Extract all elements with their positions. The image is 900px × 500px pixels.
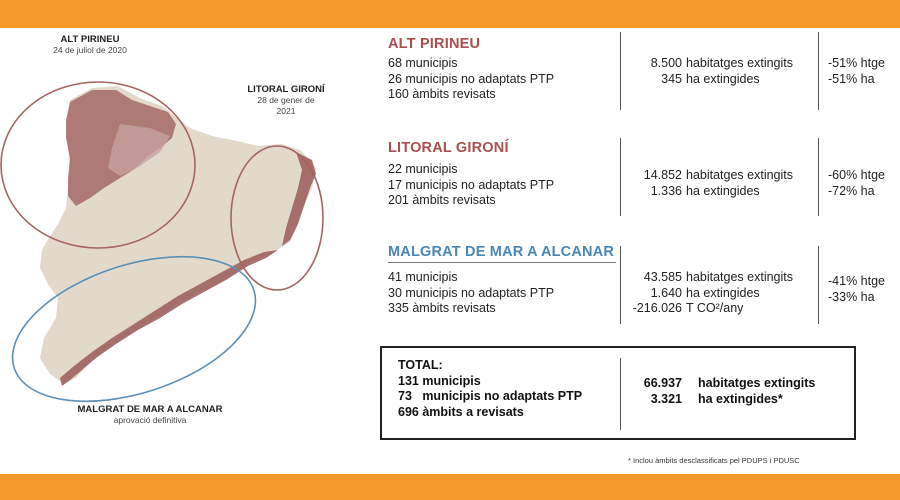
divider [818, 32, 819, 110]
total-numbers [622, 376, 682, 407]
label-litoral-gironi-date2: 2021 [276, 106, 296, 116]
section-3-unit-3: T CO²/any [686, 301, 744, 315]
section-litoral-gironi-left [388, 162, 554, 209]
section-2-municipis: 22 municipis [388, 162, 458, 176]
section-2-unit-2: ha extingides [686, 183, 760, 198]
section-3-unit-1: habitatges extingits [686, 270, 794, 284]
total-municipis: 131 municipis [398, 373, 481, 388]
divider [818, 138, 819, 216]
section-malgrat-left [388, 270, 554, 317]
section-3-units [686, 270, 793, 317]
label-malgrat-title: MALGRAT DE MAR A ALCANAR [77, 404, 223, 415]
section-alt-pirineu-title: ALT PIRINEU [388, 36, 481, 52]
section-2-pcts [828, 168, 885, 199]
section-1-pct-1: -51% htge [828, 56, 885, 70]
section-2-number-1: 14.852 [643, 168, 682, 182]
section-3-unit-2: ha extingides [686, 285, 760, 300]
label-litoral-gironi-title: LITORAL GIRONÍ [247, 84, 325, 95]
section-3-municipis: 41 municipis [388, 270, 458, 284]
label-alt-pirineu-date: 24 de juliol de 2020 [53, 45, 127, 55]
section-1-municipis: 68 municipis [388, 56, 458, 70]
section-3-pct-2: -33% ha [828, 289, 875, 304]
section-1-number-2: 345 [661, 71, 682, 86]
section-3-number-1: 43.585 [643, 270, 682, 284]
divider [620, 138, 621, 216]
total-ambits: 696 àmbits a revisats [398, 404, 524, 419]
section-1-unit-1: habitatges extingits [686, 56, 794, 70]
section-2-units [686, 168, 793, 199]
section-2-pct-2: -72% ha [828, 183, 875, 198]
section-3-ambits: 335 àmbits revisats [388, 301, 496, 315]
section-2-ambits: 201 àmbits revisats [388, 193, 496, 207]
total-left [398, 358, 582, 420]
label-malgrat [40, 404, 260, 426]
section-3-number-2: 1.640 [650, 285, 682, 300]
section-1-numbers [622, 56, 682, 87]
total-label: TOTAL: [398, 358, 443, 372]
section-3-pct-1: -41% htge [828, 274, 885, 288]
section-3-no-adaptats: 30 municipis no adaptats PTP [388, 285, 555, 300]
section-1-units [686, 56, 793, 87]
label-litoral-gironi-date1: 28 de gener de [257, 95, 315, 105]
catalonia-map [0, 28, 360, 474]
total-unit-2: ha extingides* [698, 391, 783, 406]
section-1-pcts [828, 56, 885, 87]
label-alt-pirineu-title: ALT PIRINEU [60, 34, 120, 45]
section-2-number-2: 1.336 [650, 183, 682, 198]
section-2-unit-1: habitatges extingits [686, 168, 794, 182]
footnote: * Inclou àmbits desclassificats pel PDUPS i PDUSC [628, 456, 800, 465]
total-number-2: 3.321 [650, 391, 682, 406]
section-1-no-adaptats: 26 municipis no adaptats PTP [388, 71, 555, 86]
total-no-adaptats: 73 municipis no adaptats PTP [398, 389, 583, 403]
section-1-number-1: 8.500 [650, 56, 682, 70]
section-3-number-3: -216.026 [632, 301, 682, 315]
label-litoral-gironi [226, 84, 346, 117]
content-card [0, 28, 900, 474]
section-3-underline [388, 262, 616, 263]
divider [620, 358, 621, 430]
section-litoral-gironi-title: LITORAL GIRONÍ [388, 140, 509, 156]
section-1-pct-2: -51% ha [828, 71, 875, 86]
section-alt-pirineu-left [388, 56, 554, 103]
total-units [698, 376, 815, 407]
section-1-unit-2: ha extingides [686, 71, 760, 86]
section-2-no-adaptats: 17 municipis no adaptats PTP [388, 177, 555, 192]
divider [620, 32, 621, 110]
section-2-numbers [622, 168, 682, 199]
section-2-pct-1: -60% htge [828, 168, 885, 182]
total-number-1: 66.937 [643, 376, 682, 390]
label-malgrat-sub: aprovació definitiva [113, 415, 187, 425]
total-unit-1: habitatges extingits [698, 376, 816, 390]
section-1-ambits: 160 àmbits revisats [388, 87, 496, 101]
divider [818, 246, 819, 324]
section-3-pcts [828, 274, 885, 305]
section-malgrat-title: MALGRAT DE MAR A ALCANAR [388, 244, 615, 260]
label-alt-pirineu [30, 34, 150, 56]
section-3-numbers [612, 270, 682, 317]
